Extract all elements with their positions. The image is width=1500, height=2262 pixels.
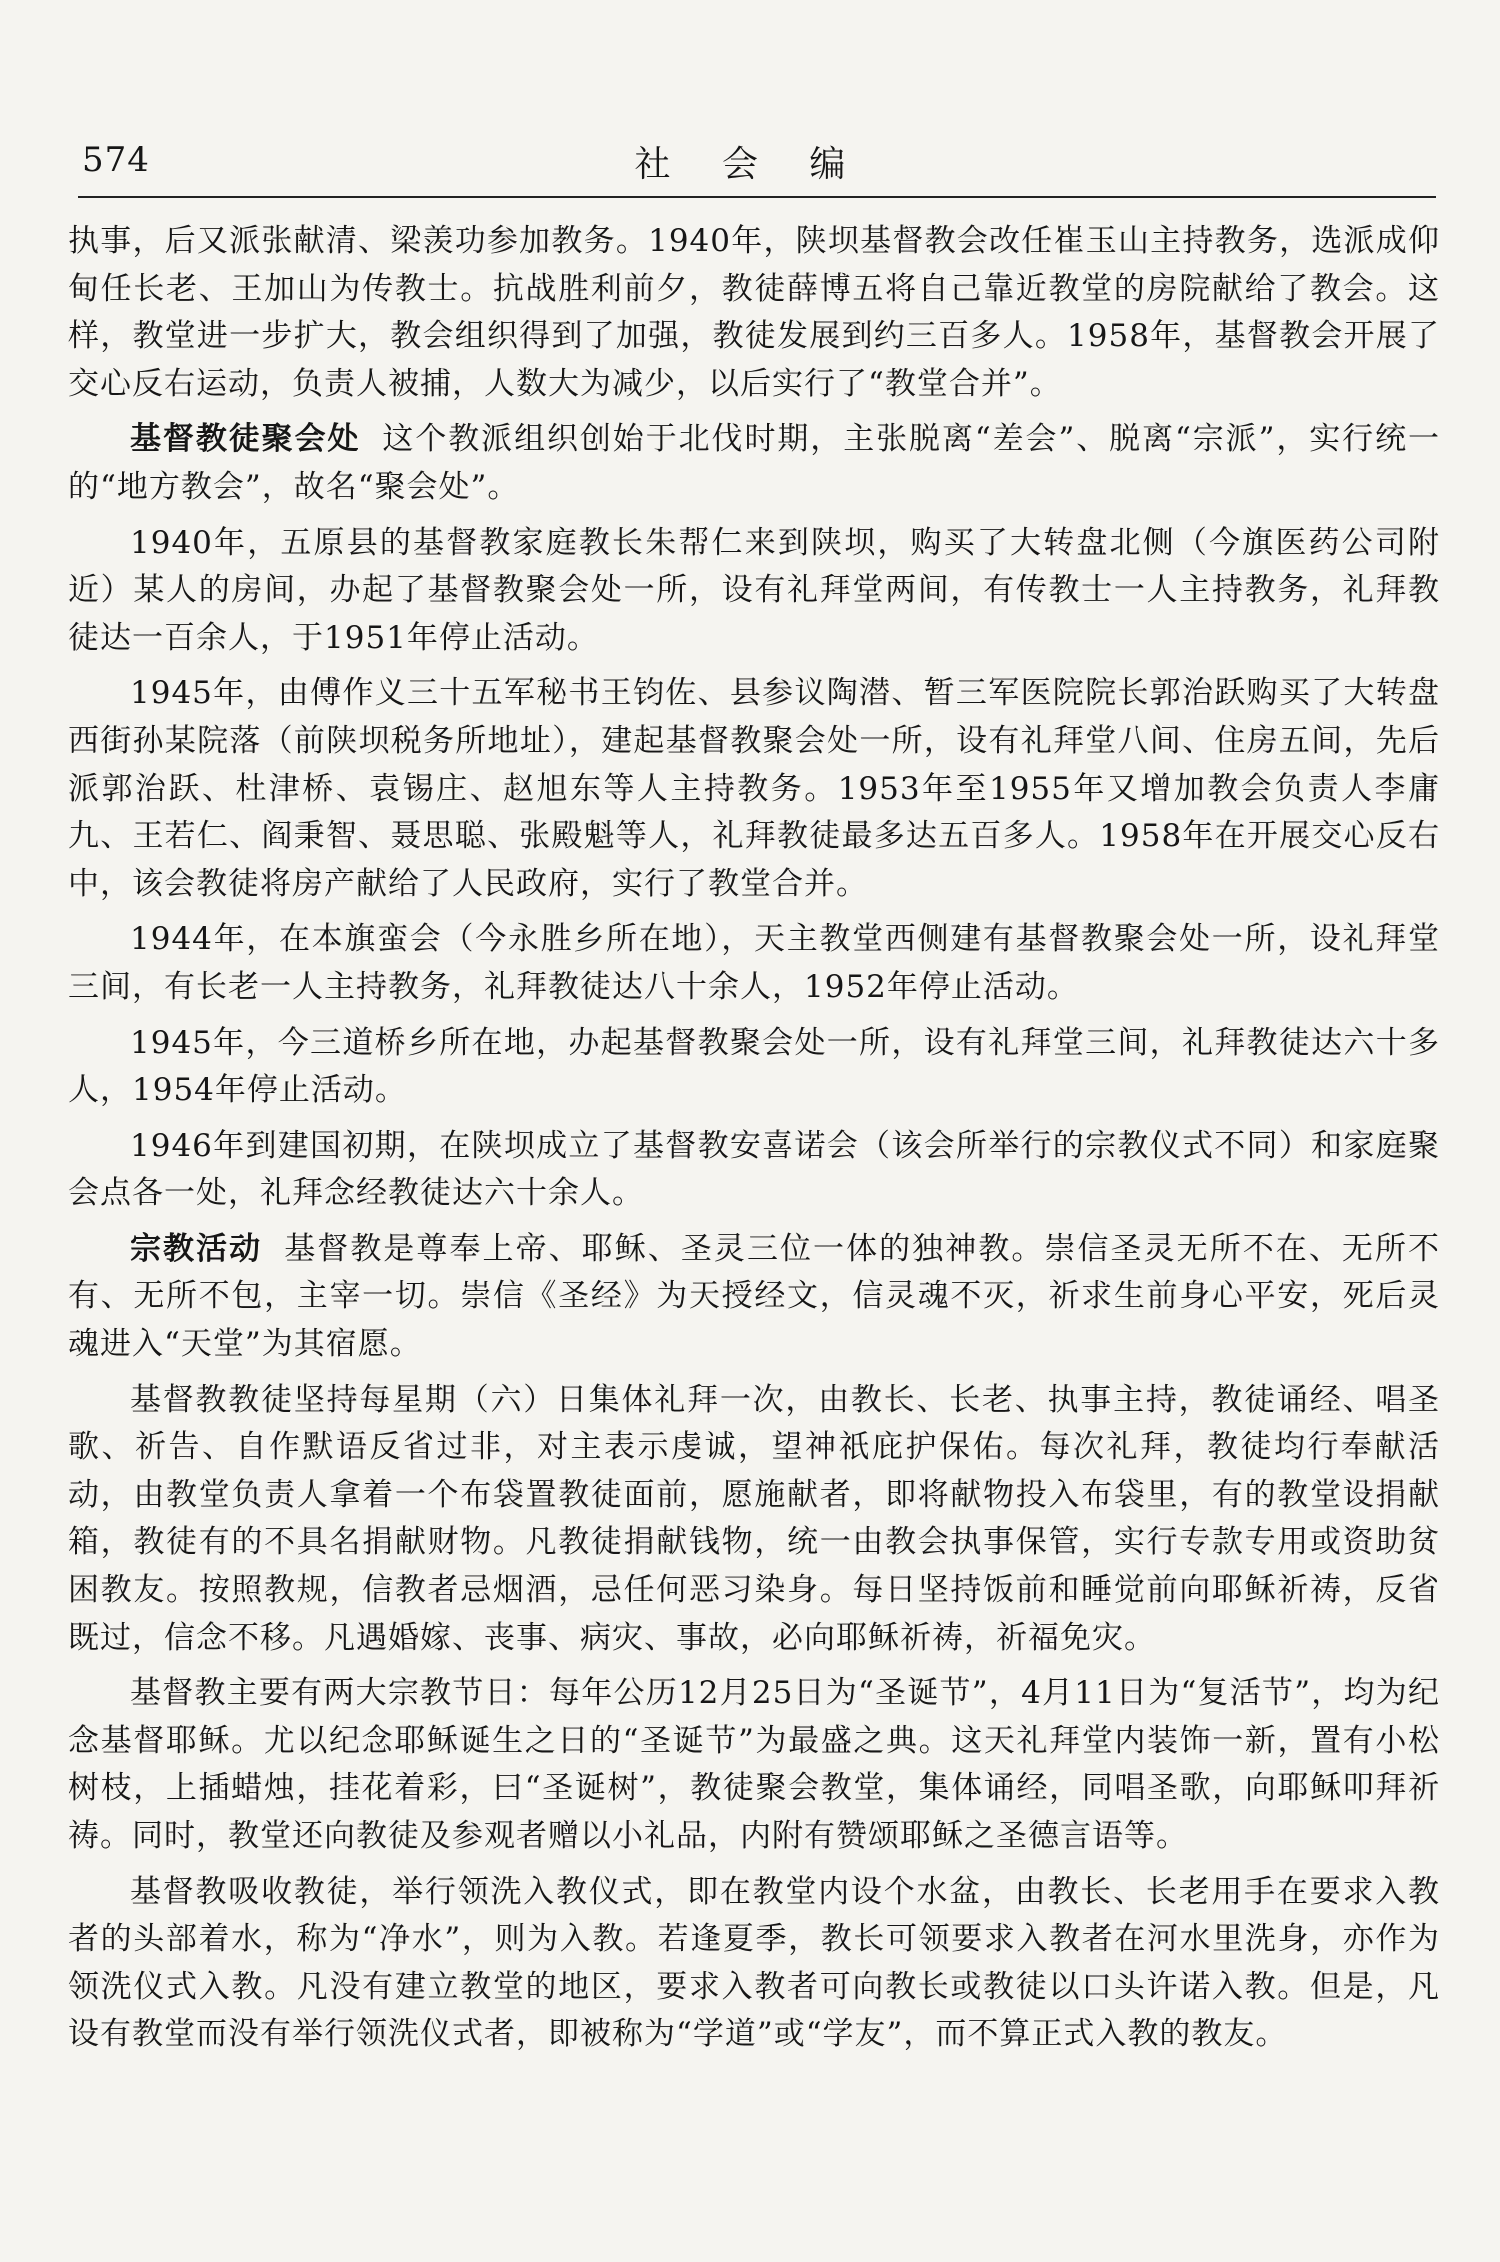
- page-number: 574: [82, 140, 150, 180]
- paragraph-text: 这个教派组织创始于北伐时期，主张脱离“差会”、脱离“宗派”，实行统一的“地方教会”，故名“聚会处”。: [68, 421, 1440, 505]
- paragraph: [68, 416, 1440, 511]
- paragraph: [68, 1869, 1440, 2059]
- paragraph-text: 执事，后又派张献清、梁羡功参加教务。1940年，陕坝基督教会改任崔玉山主持教务，选派成仰甸任长老、王加山为传教士。抗战胜利前夕，教徒薛博五将自己靠近教堂的房院献给了教会。这样，教堂进一步扩大，教会组织得到了加强，教徒发展到约三百多人。1958年，基督教会开展了交心反右运动，负责人被捕，人数大为减少，以后实行了“教堂合并”。: [68, 223, 1440, 402]
- paragraph: [68, 1670, 1440, 1860]
- section-heading: 宗教活动: [130, 1230, 263, 1267]
- paragraph-text: 1946年到建国初期，在陕坝成立了基督教安喜诺会（该会所举行的宗教仪式不同）和家庭聚会点各一处，礼拜念经教徒达六十余人。: [68, 1127, 1440, 1212]
- paragraph: [68, 916, 1440, 1011]
- paragraph-text: 基督教教徒坚持每星期（六）日集体礼拜一次，由教长、长老、执事主持，教徒诵经、唱圣歌、祈告、自作默语反省过非，对主表示虔诚，望神祇庇护保佑。每次礼拜，教徒均行奉献活动，由教堂负责人拿着一个布袋置教徒面前，愿施献者，即将献物投入布袋里，有的教堂设捐献箱，教徒有的不具名捐献财物。凡教徒捐献钱物，统一由教会执事保管，实行专款专用或资助贫困教友。按照教规，信教者忌烟酒，忌任何恶习染身。每日坚持饭前和睡觉前向耶稣祈祷，反省既过，信念不移。凡遇婚嫁、丧事、病灾、事故，必向耶稣祈祷，祈福免灾。: [68, 1381, 1440, 1656]
- running-head: 社 会 编: [634, 144, 866, 185]
- paragraph: [68, 1123, 1440, 1218]
- paragraph: [68, 1377, 1440, 1663]
- paragraph-text: 基督教主要有两大宗教节日：每年公历12月25日为“圣诞节”，4月11日为“复活节”，均为纪念基督耶稣。尤以纪念耶稣诞生之日的“圣诞节”为最盛之典。这天礼拜堂内装饰一新，置有小松树枝，上插蜡烛，挂花着彩，曰“圣诞树”，教徒聚会教堂，集体诵经，同唱圣歌，向耶稣叩拜祈祷。同时，教堂还向教徒及参观者赠以小礼品，内附有赞颂耶稣之圣德言语等。: [68, 1675, 1440, 1854]
- header-rule: [78, 196, 1436, 198]
- paragraph-text: 1945年，今三道桥乡所在地，办起基督教聚会处一所，设有礼拜堂三间，礼拜教徒达六十多人，1954年停止活动。: [68, 1024, 1440, 1109]
- paragraph: [68, 520, 1440, 663]
- paragraph: [68, 218, 1440, 408]
- section-heading: 基督教徒聚会处: [130, 421, 361, 458]
- paragraph-text: 1940年，五原县的基督教家庭教长朱帮仁来到陕坝，购买了大转盘北侧（今旗医药公司附近）某人的房间，办起了基督教聚会处一所，设有礼拜堂两间，有传教士一人主持教务，礼拜教徒达一百余人，于1951年停止活动。: [68, 524, 1440, 656]
- paragraph-text: 基督教是尊奉上帝、耶稣、圣灵三位一体的独神教。崇信圣灵无所不在、无所不有、无所不包，主宰一切。崇信《圣经》为天授经文，信灵魂不灭，祈求生前身心平安，死后灵魂进入“天堂”为其宿愿。: [68, 1230, 1441, 1363]
- paragraph-text: 基督教吸收教徒，举行领洗入教仪式，即在教堂内设个水盆，由教长、长老用手在要求入教者的头部着水，称为“净水”，则为入教。若逢夏季，教长可领要求入教者在河水里洗身，亦作为领洗仪式入教。凡没有建立教堂的地区，要求入教者可向教长或教徒以口头许诺入教。但是，凡设有教堂而没有举行领洗仪式者，即被称为“学道”或“学友”，而不算正式入教的教友。: [68, 1873, 1440, 2053]
- paragraph: [68, 670, 1440, 908]
- body-text: [68, 218, 1440, 2067]
- paragraph-text: 1945年，由傅作义三十五军秘书王钧佐、县参议陶潜、暂三军医院院长郭治跃购买了大转盘西街孙某院落（前陕坝税务所地址），建起基督教聚会处一所，设有礼拜堂八间、住房五间，先后派郭治跃、杜津桥、袁锡庄、赵旭东等人主持教务。1953年至1955年又增加教会负责人李庸九、王若仁、阎秉智、聂思聪、张殿魁等人，礼拜教徒最多达五百多人。1958年在开展交心反右中，该会教徒将房产献给了人民政府，实行了教堂合并。: [68, 675, 1440, 902]
- paragraph: [68, 1226, 1440, 1369]
- paragraph-text: 1944年，在本旗蛮会（今永胜乡所在地），天主教堂西侧建有基督教聚会处一所，设礼拜堂三间，有长老一人主持教务，礼拜教徒达八十余人，1952年停止活动。: [68, 921, 1440, 1005]
- paragraph: [68, 1020, 1440, 1115]
